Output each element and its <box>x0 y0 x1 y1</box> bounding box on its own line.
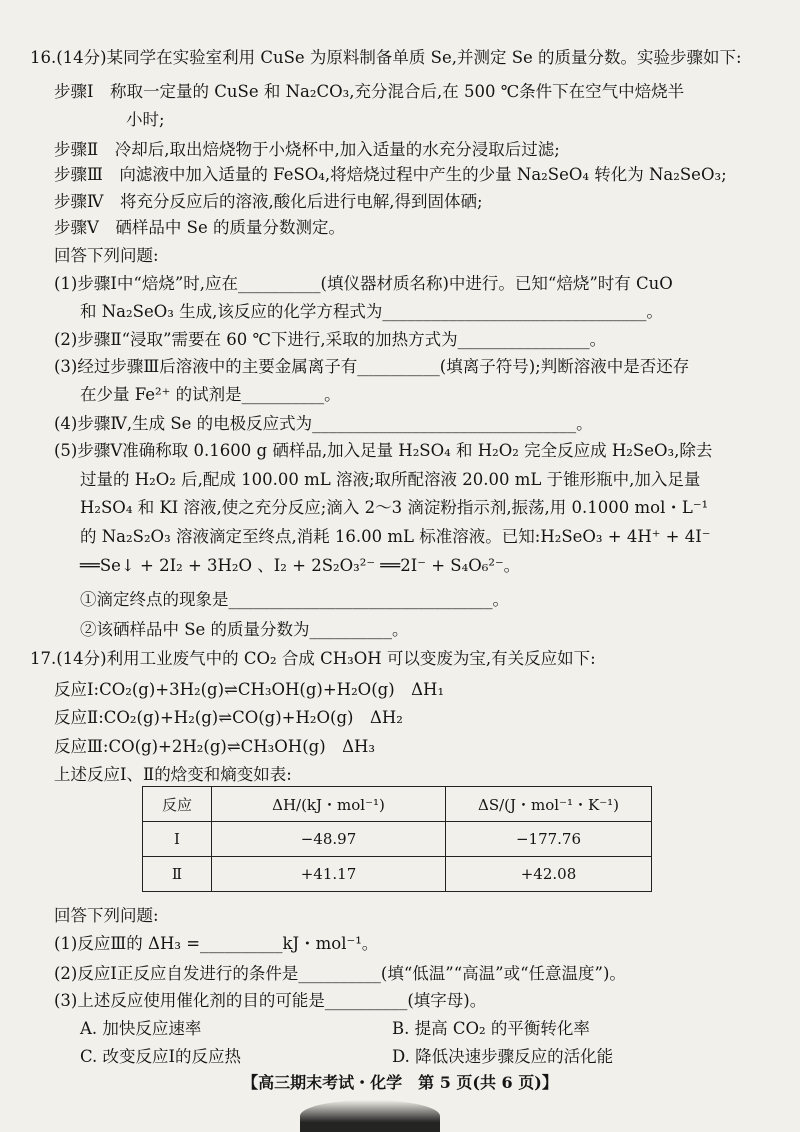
q16-question-5-part1: ①滴定终点的现象是________________________________。 <box>80 590 509 609</box>
q16-step-4: 步骤Ⅳ 将充分反应后的溶液,酸化后进行电解,得到固体硒; <box>54 192 483 211</box>
q16-question-3: (3)经过步骤Ⅲ后溶液中的主要金属离子有__________(填离子符号);判断溶液中是否还存 <box>54 357 690 376</box>
q17-question-2: (2)反应Ⅰ正反应自发进行的条件是__________(填“低温”“高温”或“任意温度”)。 <box>54 964 626 983</box>
table-header-cell: ΔS/(J・mol⁻¹・K⁻¹) <box>446 787 652 822</box>
q16-stem: 16.(14分)某同学在实验室利用 CuSe 为原料制备单质 Se,并测定 Se 的质量分数。实验步骤如下: <box>30 48 742 67</box>
table-cell: Ⅰ <box>143 822 212 857</box>
q17-table-intro: 上述反应Ⅰ、Ⅱ的焓变和熵变如表: <box>54 765 292 784</box>
q16-step-5: 步骤Ⅴ 硒样品中 Se 的质量分数测定。 <box>54 218 345 237</box>
q17-option-a: A. 加快反应速率 <box>80 1019 202 1038</box>
table-header-cell: 反应 <box>143 787 212 822</box>
table-cell: −177.76 <box>446 822 652 857</box>
q16-question-5: (5)步骤Ⅴ准确称取 0.1600 g 硒样品,加入足量 H₂SO₄ 和 H₂O₂ 完全反应成 H₂SeO₃,除去 <box>54 441 713 460</box>
q16-question-3-cont: 在少量 Fe²⁺ 的试剂是__________。 <box>80 385 341 404</box>
table-cell: +41.17 <box>212 857 446 892</box>
table-cell: +42.08 <box>446 857 652 892</box>
q16-question-5-line2: 过量的 H₂O₂ 后,配成 100.00 mL 溶液;取所配溶液 20.00 mL 于锥形瓶中,加入足量 <box>80 470 701 489</box>
q16-step-2: 步骤Ⅱ 冷却后,取出焙烧物于小烧杯中,加入适量的水充分浸取后过滤; <box>54 140 560 159</box>
q17-answer-prompt: 回答下列问题: <box>54 906 159 925</box>
page-footer: 【高三期末考试・化学 第 5 页(共 6 页)】 <box>242 1073 558 1092</box>
thermo-table <box>142 786 652 892</box>
q17-reaction-1: 反应Ⅰ:CO₂(g)+3H₂(g)⇌CH₃OH(g)+H₂O(g) ΔH₁ <box>54 680 445 699</box>
table-cell: −48.97 <box>212 822 446 857</box>
q17-option-d: D. 降低决速步骤反应的活化能 <box>392 1047 614 1066</box>
table-header-row <box>143 787 652 822</box>
table-header-cell: ΔH/(kJ・mol⁻¹) <box>212 787 446 822</box>
q17-stem: 17.(14分)利用工业废气中的 CO₂ 合成 CH₃OH 可以变废为宝,有关反应如下: <box>30 649 596 668</box>
q17-question-1: (1)反应Ⅲ的 ΔH₃ =__________kJ・mol⁻¹。 <box>54 934 379 953</box>
q17-reaction-2: 反应Ⅱ:CO₂(g)+H₂(g)⇌CO(g)+H₂O(g) ΔH₂ <box>54 708 403 727</box>
q16-question-1-cont: 和 Na₂SeO₃ 生成,该反应的化学方程式为________________________________。 <box>80 302 663 321</box>
q17-question-3: (3)上述反应使用催化剂的目的可能是__________(填字母)。 <box>54 991 487 1010</box>
scan-shadow <box>300 1100 440 1132</box>
q16-step-3: 步骤Ⅲ 向滤液中加入适量的 FeSO₄,将焙烧过程中产生的少量 Na₂SeO₄ 转化为 Na₂SeO₃; <box>54 165 727 184</box>
q17-option-b: B. 提高 CO₂ 的平衡转化率 <box>392 1019 590 1038</box>
q16-step-1: 步骤Ⅰ 称取一定量的 CuSe 和 Na₂CO₃,充分混合后,在 500 ℃条件下在空气中焙烧半 <box>54 82 685 101</box>
q16-question-5-equations: ══Se↓ + 2I₂ + 3H₂O 、I₂ + 2S₂O₃²⁻ ══2I⁻ + S₄O₆²⁻。 <box>80 556 521 575</box>
q16-step-1-cont: 小时; <box>126 110 165 129</box>
q16-answer-prompt: 回答下列问题: <box>54 246 159 265</box>
q16-question-5-part2: ②该硒样品中 Se 的质量分数为__________。 <box>80 620 409 639</box>
q17-option-c: C. 改变反应Ⅰ的反应热 <box>80 1047 242 1066</box>
table-row <box>143 857 652 892</box>
table-row <box>143 822 652 857</box>
table-cell: Ⅱ <box>143 857 212 892</box>
q16-question-5-line4: 的 Na₂S₂O₃ 溶液滴定至终点,消耗 16.00 mL 标准溶液。已知:H₂SeO₃ + 4H⁺ + 4I⁻ <box>80 527 711 546</box>
q16-question-2: (2)步骤Ⅱ“浸取”需要在 60 ℃下进行,采取的加热方式为________________。 <box>54 330 607 349</box>
q16-question-1: (1)步骤Ⅰ中“焙烧”时,应在__________(填仪器材质名称)中进行。已知“焙烧”时有 CuO <box>54 274 673 293</box>
q16-question-4: (4)步骤Ⅳ,生成 Se 的电极反应式为________________________________。 <box>54 414 593 433</box>
q17-reaction-3: 反应Ⅲ:CO(g)+2H₂(g)⇌CH₃OH(g) ΔH₃ <box>54 737 376 756</box>
q16-question-5-line3: H₂SO₄ 和 KI 溶液,使之充分反应;滴入 2～3 滴淀粉指示剂,振荡,用 0.1000 mol・L⁻¹ <box>80 498 709 517</box>
